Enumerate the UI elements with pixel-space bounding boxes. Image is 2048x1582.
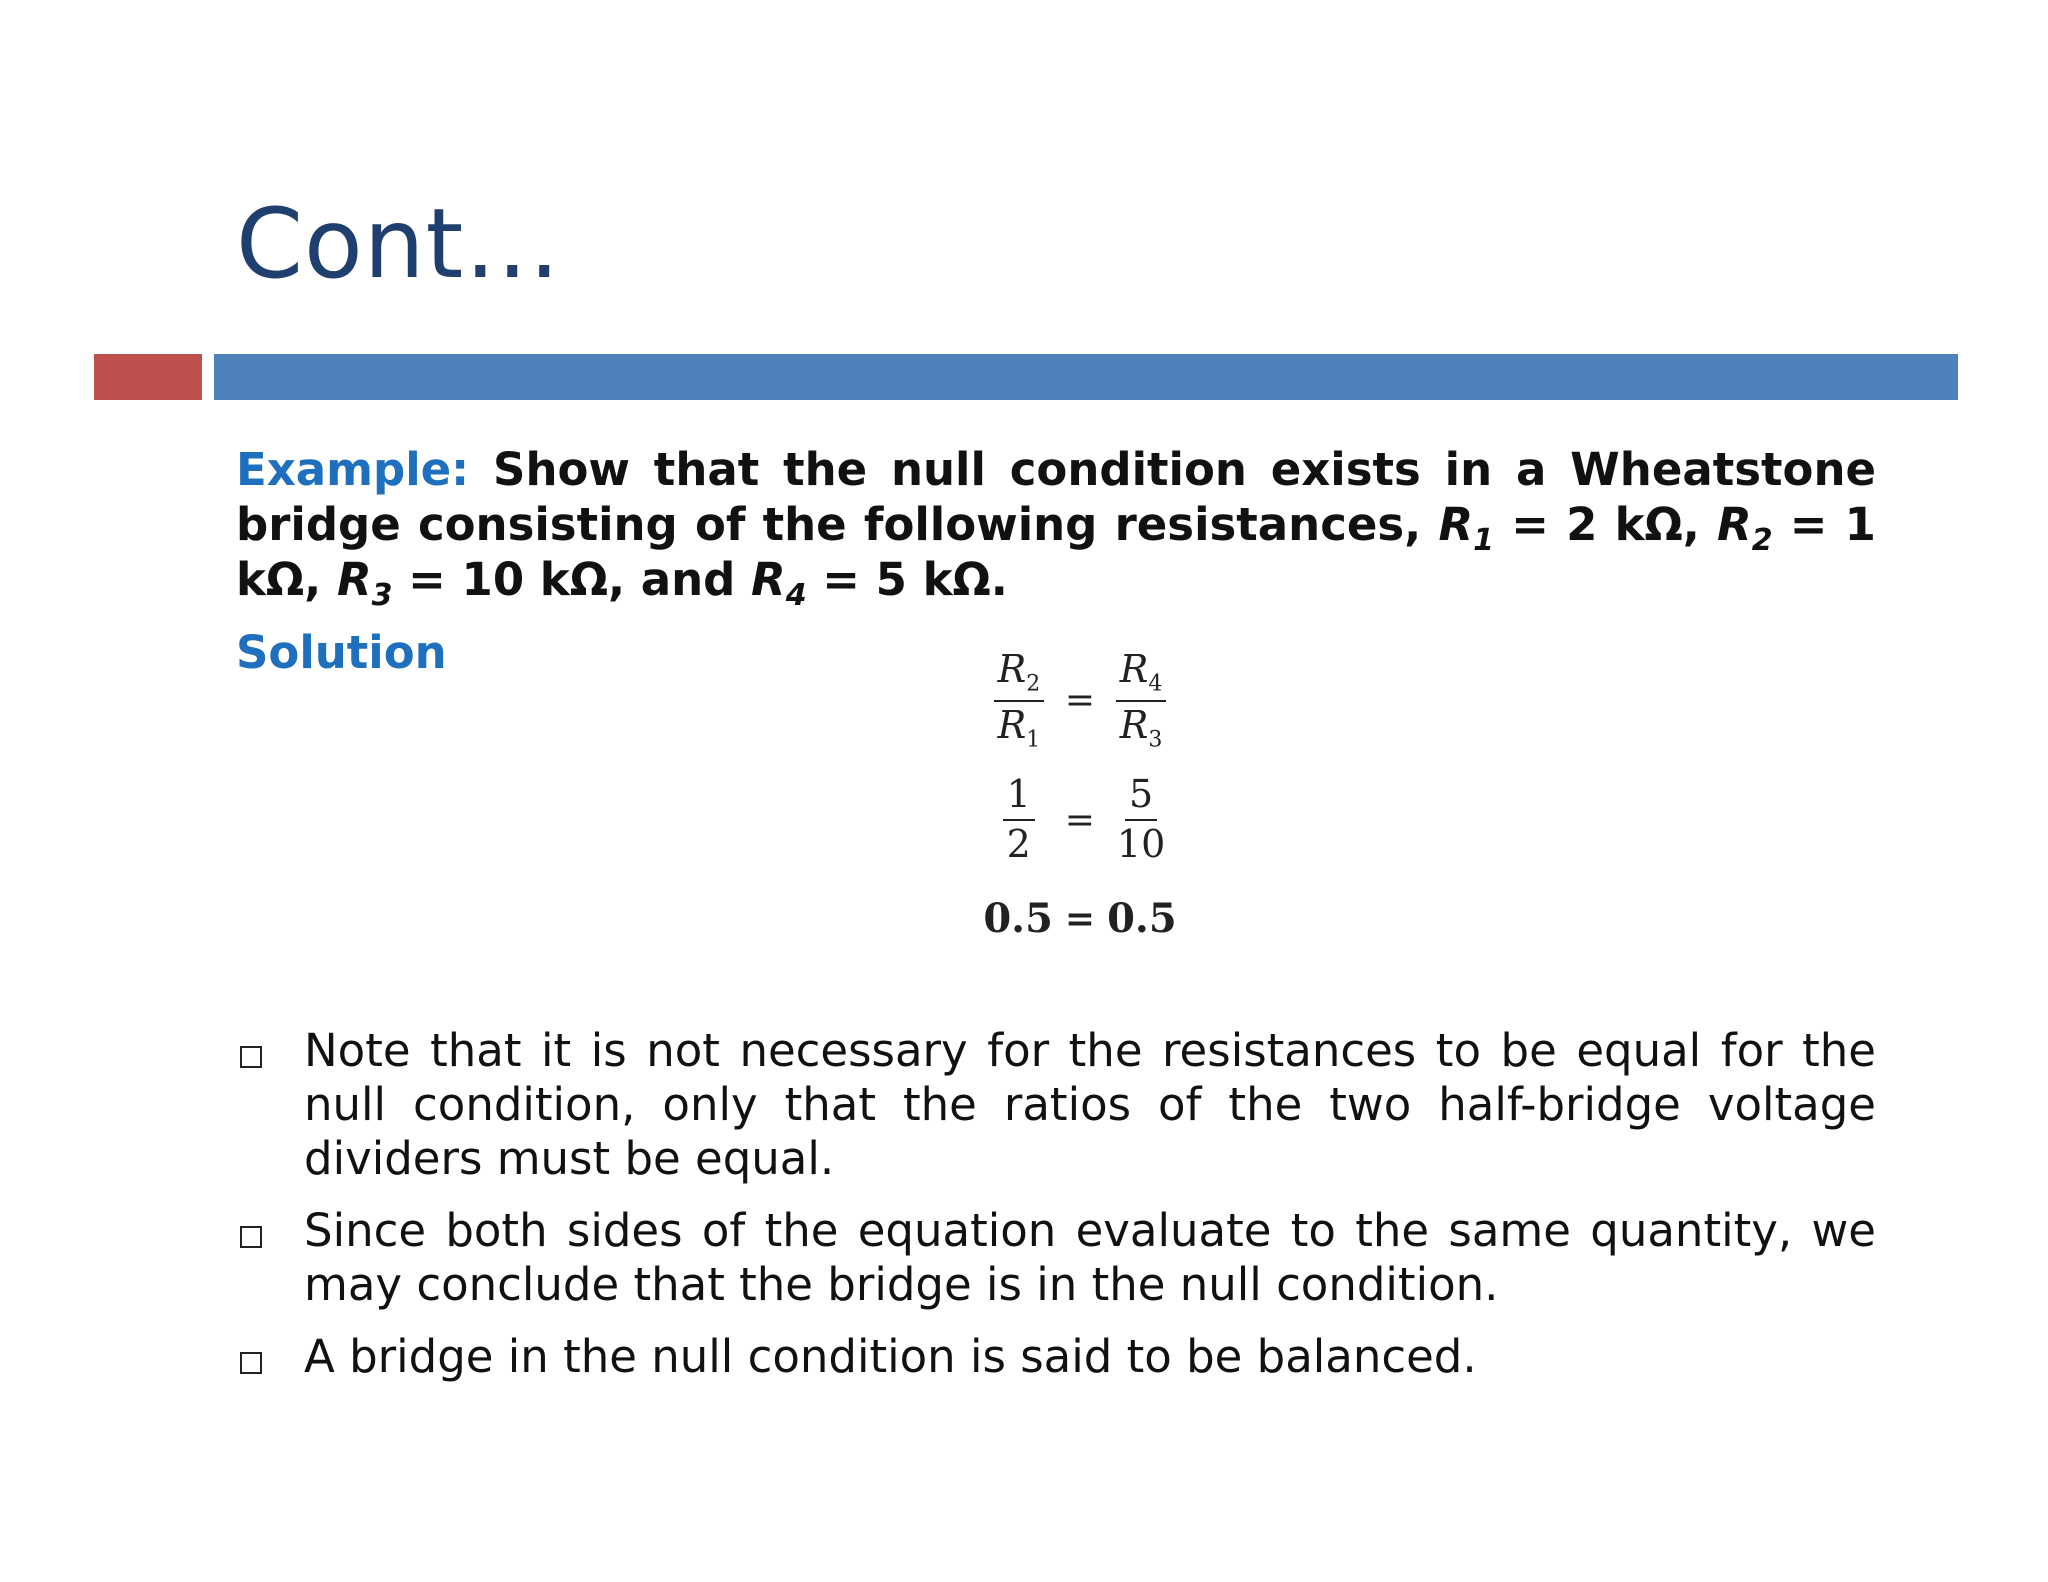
fraction-1-over-2: $\frac{1}{2}$ xyxy=(991,775,1047,865)
r2-symbol: $R_2$ xyxy=(1717,498,1773,558)
result-right: 0.5 xyxy=(1107,895,1177,943)
example-text: Show that the null condition exists in a Wheatstone bridge consisting of the following resistances, xyxy=(236,443,1876,551)
fraction-5-over-10: $\frac{5}{10}$ xyxy=(1116,772,1166,867)
r4-symbol: $R_4$ xyxy=(751,553,807,613)
equation-ratio-values xyxy=(960,772,1200,867)
equals-sign: = xyxy=(1064,799,1095,841)
r1-value: = 2 kΩ, xyxy=(1494,498,1718,551)
fraction-r4-over-r3: $\frac{R_4}{R_3}$ xyxy=(1113,650,1169,751)
list-item: Note that it is not necessary for the resistances to be equal for the null condition, only that the ratios of the two half-bridge voltage dividers must be equal. xyxy=(236,1024,1876,1186)
r3-symbol: $R_3$ xyxy=(336,553,393,613)
r2-value: = 1 kΩ, xyxy=(236,498,1876,606)
example-paragraph xyxy=(236,442,1876,613)
square-bullet-icon xyxy=(240,1046,262,1068)
equation-ratio-symbols xyxy=(960,647,1200,753)
square-bullet-icon xyxy=(240,1352,262,1374)
square-bullet-icon xyxy=(240,1226,262,1248)
example-label: Example: xyxy=(236,443,470,496)
r4-value: = 5 kΩ. xyxy=(806,553,1008,606)
title-accent-bar-blue xyxy=(214,354,1958,400)
result-left: 0.5 xyxy=(983,895,1053,943)
title-accent-bar-red xyxy=(94,354,202,400)
equation-result xyxy=(960,895,1200,942)
r1-symbol: $R_1$ xyxy=(1438,498,1494,558)
list-item: Since both sides of the equation evaluate to the same quantity, we may conclude that the bridge is in the null condition. xyxy=(236,1204,1876,1312)
fraction-r2-over-r1: $\frac{R_2}{R_1}$ xyxy=(991,650,1047,751)
equals-sign: = xyxy=(1064,680,1096,722)
slide-title: Cont… xyxy=(236,188,562,300)
solution-label: Solution xyxy=(236,626,447,679)
list-item: A bridge in the null condition is said to be balanced. xyxy=(236,1330,1876,1384)
notes-list xyxy=(236,1024,1876,1402)
equals-sign: = xyxy=(1064,897,1096,940)
solution-equations xyxy=(960,647,1200,943)
r3-value: = 10 kΩ, and xyxy=(392,553,752,606)
